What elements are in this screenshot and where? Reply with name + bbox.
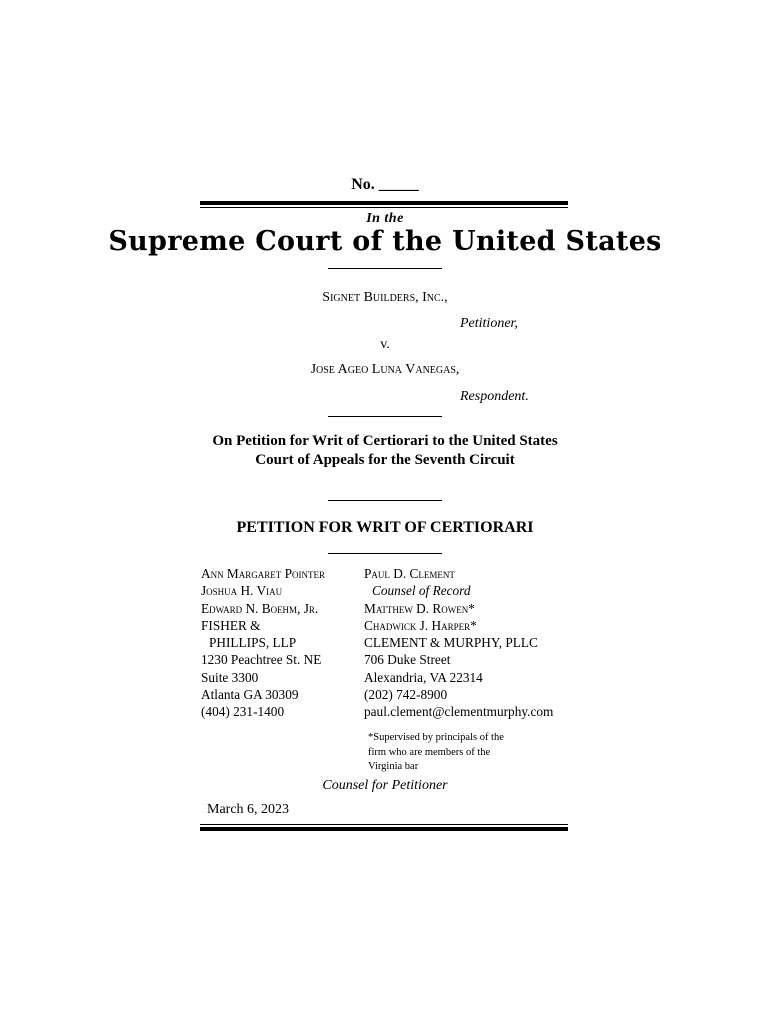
court-name: Supreme Court of the United States [108,226,662,257]
firm-name: CLEMENT & MURPHY, PLLC [364,635,538,651]
filing-date: March 6, 2023 [207,802,290,817]
respondent-role: Respondent. [460,389,529,404]
address-line: Alexandria, VA 22314 [364,669,483,685]
petition-title: PETITION FOR WRIT OF CERTIORARI [236,519,534,536]
petition-on: On Petition for Writ of Certiorari to the United States Court of Appeals for the Seventh Circuit [212,433,558,468]
docket-number: No. _____ [351,176,419,193]
section-divider [328,416,442,417]
versus: v. [380,337,390,352]
attorney-name: Paul D. Clement [364,566,455,581]
footnote [368,731,504,775]
footnote-line: *Supervised by principals of the [368,732,504,743]
bottom-rule-thin [200,824,568,825]
respondent-name: Jose Ageo Luna Vanegas, [310,362,460,377]
section-divider [328,553,442,554]
footnote-line: Virginia bar [368,761,419,772]
top-rule-thick [200,201,568,205]
phone: (404) 231-1400 [201,704,285,720]
section-divider [328,268,442,269]
firm-name: FISHER & [201,617,261,633]
petitioner-name: Signet Builders, Inc., [322,290,448,305]
email: paul.clement@clementmurphy.com [364,704,554,720]
counsel-for-petitioner: Counsel for Petitioner [322,778,448,793]
attorney-name: Chadwick J. Harper* [364,617,477,633]
counsel-right-block [364,565,553,721]
address-line: 706 Duke Street [364,652,451,668]
footnote-line: firm who are members of the [368,746,491,758]
counsel-of-record: Counsel of Record [372,583,471,599]
court-prefix: In the [366,211,404,226]
address-line: 1230 Peachtree St. NE [201,652,322,668]
attorney-name: Joshua H. Viau [201,583,283,599]
firm-name: PHILLIPS, LLP [209,635,297,651]
counsel-left-block [201,565,325,721]
section-divider [328,500,442,501]
attorney-name: Edward N. Boehm, Jr. [201,600,319,616]
attorney-name: Ann Margaret Pointer [201,566,325,581]
phone: (202) 742-8900 [364,687,448,703]
bottom-rule-thick [200,827,568,831]
address-line: Suite 3300 [201,669,259,685]
petitioner-role: Petitioner, [460,316,518,331]
attorney-name: Matthew D. Rowen* [364,600,475,616]
top-rule-thin [200,207,568,208]
address-line: Atlanta GA 30309 [201,687,299,703]
